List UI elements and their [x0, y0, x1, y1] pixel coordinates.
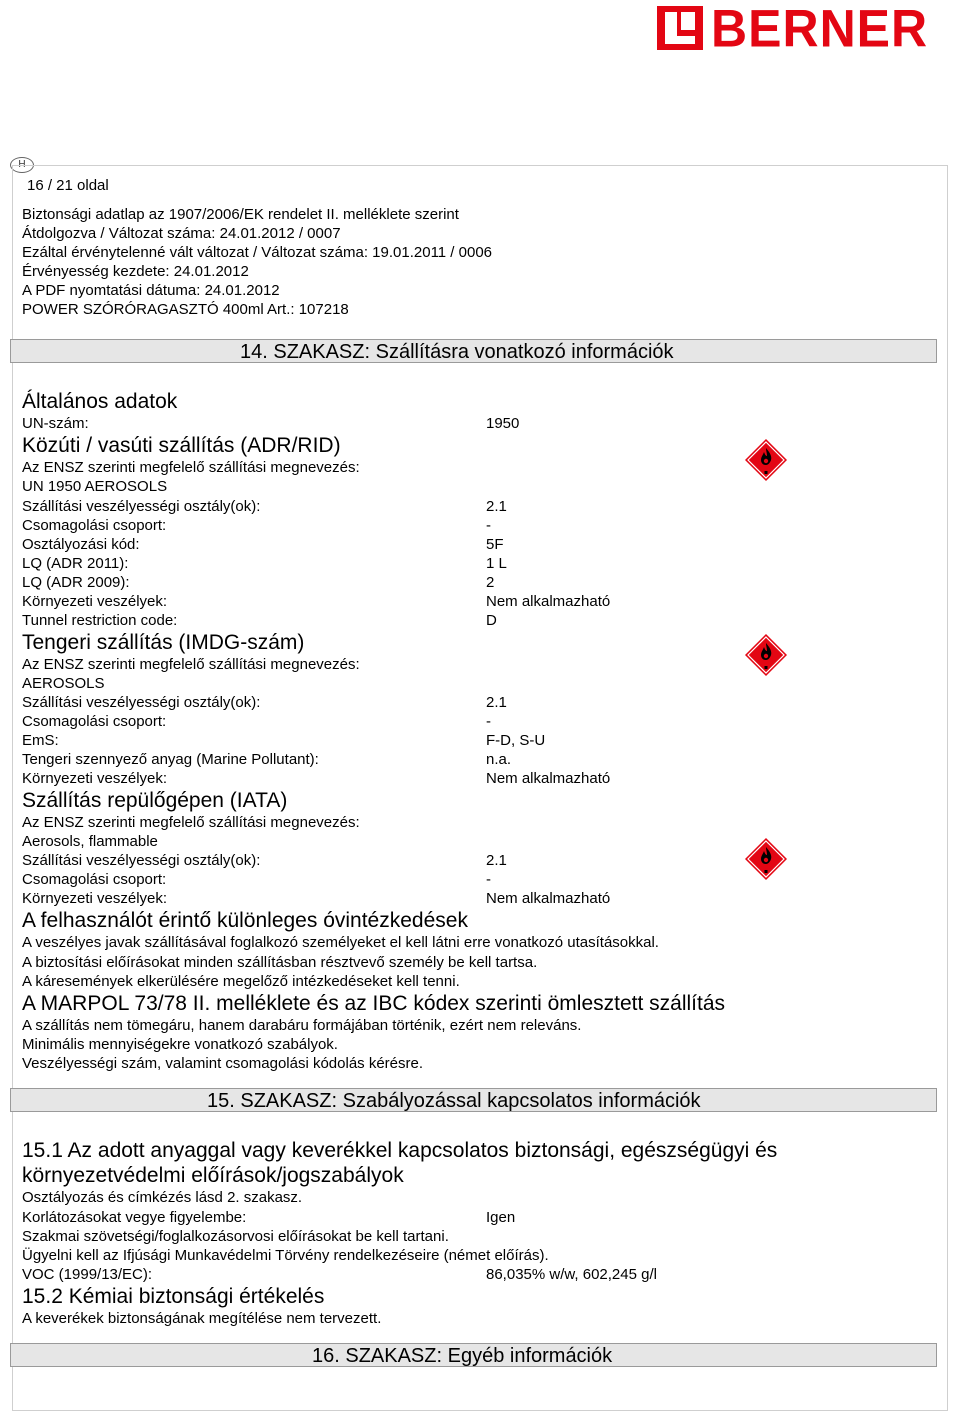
flammable-gas-diamond-icon: [744, 837, 788, 881]
road-lq2011-value: 1 L: [486, 555, 507, 572]
road-class-value: 2.1: [486, 498, 507, 515]
sea-packing-value: -: [486, 713, 491, 730]
page-number: 16 / 21 oldal: [27, 177, 109, 194]
section-15-title: 15. SZAKASZ: Szabályozással kapcsolatos információk: [207, 1090, 701, 1112]
youth-protection-line: Ügyelni kell az Ifjúsági Munkavédelmi Törvény rendelkezéseire (német előírás).: [22, 1247, 549, 1264]
road-env-label: Környezeti veszélyek:: [22, 593, 168, 610]
restrictions-value: Igen: [486, 1209, 516, 1226]
section-15-1-heading-line-2: környezetvédelmi előírások/jogszabályok: [22, 1164, 404, 1187]
sea-ems-label: EmS:: [22, 732, 59, 749]
sea-class-label: Szállítási veszélyességi osztály(ok):: [22, 694, 261, 711]
marpol-line-3: Veszélyességi szám, valamint csomagolási kódolás kérésre.: [22, 1055, 424, 1072]
precautions-heading: A felhasználót érintő különleges óvintézkedések: [22, 909, 468, 932]
sea-heading: Tengeri szállítás (IMDG-szám): [22, 631, 305, 654]
road-heading: Közúti / vasúti szállítás (ADR/RID): [22, 434, 341, 457]
un-value: 1950: [486, 415, 520, 432]
replaces-line: Ezáltal érvénytelenné vált változat / Változat száma: 19.01.2011 / 0006: [22, 244, 493, 261]
air-env-value: Nem alkalmazható: [486, 890, 611, 907]
voc-label: VOC (1999/13/EC):: [22, 1266, 153, 1283]
valid-from-line: Érvényesség kezdete: 24.01.2012: [22, 263, 249, 280]
flammable-gas-diamond-icon: [744, 438, 788, 482]
sea-env-value: Nem alkalmazható: [486, 770, 611, 787]
sea-marine-value: n.a.: [486, 751, 512, 768]
section-15-1-heading-line-1: 15.1 Az adott anyaggal vagy keverékkel kapcsolatos biztonsági, egészségügyi és: [22, 1139, 778, 1162]
road-code-value: 5F: [486, 536, 504, 553]
road-tunnel-value: D: [486, 612, 497, 629]
marpol-line-2: Minimális mennyiségekre vonatkozó szabályok.: [22, 1036, 338, 1053]
un-label: UN-szám:: [22, 415, 89, 432]
flammable-gas-diamond-icon: [744, 633, 788, 677]
road-env-value: Nem alkalmazható: [486, 593, 611, 610]
precautions-line-2: A biztosítási előírásokat minden szállításban résztvevő személy be kell tartsa.: [22, 954, 538, 971]
air-name-label: Az ENSZ szerinti megfelelő szállítási megnevezés:: [22, 814, 360, 831]
sea-class-value: 2.1: [486, 694, 507, 711]
language-badge: H: [10, 157, 34, 173]
road-tunnel-label: Tunnel restriction code:: [22, 612, 178, 629]
air-env-label: Környezeti veszélyek:: [22, 890, 168, 907]
regulation-line: Biztonsági adatlap az 1907/2006/EK rendelet II. melléklete szerint: [22, 206, 459, 223]
classification-line: Osztályozás és címkézés lásd 2. szakasz.: [22, 1189, 303, 1206]
sea-env-label: Környezeti veszélyek:: [22, 770, 168, 787]
road-name-label: Az ENSZ szerinti megfelelő szállítási megnevezés:: [22, 459, 360, 476]
section-15-2-heading: 15.2 Kémiai biztonsági értékelés: [22, 1285, 325, 1308]
air-class-value: 2.1: [486, 852, 507, 869]
sea-packing-label: Csomagolási csoport:: [22, 713, 167, 730]
section-15-bar: [10, 1088, 937, 1112]
product-line: POWER SZÓRÓRAGASZTÓ 400ml Art.: 107218: [22, 301, 349, 318]
voc-value: 86,035% w/w, 602,245 g/l: [486, 1266, 657, 1283]
berner-logo-mark-icon: [657, 6, 703, 50]
road-packing-value: -: [486, 517, 491, 534]
air-packing-value: -: [486, 871, 491, 888]
road-code-label: Osztályozási kód:: [22, 536, 140, 553]
marpol-line-1: A szállítás nem tömegáru, hanem darabáru formájában történik, ezért nem releváns.: [22, 1017, 582, 1034]
berner-logo: [655, 0, 960, 56]
section-16-bar: [10, 1343, 937, 1367]
sea-name-label: Az ENSZ szerinti megfelelő szállítási megnevezés:: [22, 656, 360, 673]
berner-logo-text: BERNER: [711, 0, 929, 58]
assessment-line: A keverékek biztonságának megítélése nem tervezett.: [22, 1310, 382, 1327]
air-class-label: Szállítási veszélyességi osztály(ok):: [22, 852, 261, 869]
marpol-heading: A MARPOL 73/78 II. melléklete és az IBC kódex szerinti ömlesztett szállítás: [22, 992, 726, 1015]
road-lq2009-label: LQ (ADR 2009):: [22, 574, 130, 591]
section-16-title: 16. SZAKASZ: Egyéb információk: [312, 1345, 613, 1367]
precautions-line-1: A veszélyes javak szállításával foglalkozó személyeket el kell látni erre vonatkozó utasításokkal.: [22, 934, 659, 951]
road-class-label: Szállítási veszélyességi osztály(ok):: [22, 498, 261, 515]
revision-line: Átdolgozva / Változat száma: 24.01.2012 / 0007: [22, 225, 341, 242]
road-lq2009-value: 2: [486, 574, 495, 591]
road-packing-label: Csomagolási csoport:: [22, 517, 167, 534]
sea-marine-label: Tengeri szennyező anyag (Marine Pollutant):: [22, 751, 319, 768]
section-14-bar: [10, 339, 937, 363]
general-heading: Általános adatok: [22, 390, 178, 413]
section-14-title: 14. SZAKASZ: Szállításra vonatkozó információk: [240, 341, 674, 363]
sea-ems-value: F-D, S-U: [486, 732, 546, 749]
air-heading: Szállítás repülőgépen (IATA): [22, 789, 288, 812]
precautions-line-3: A káresemények elkerülésére megelőző intézkedéseket kell tenni.: [22, 973, 460, 990]
air-packing-label: Csomagolási csoport:: [22, 871, 167, 888]
road-name-value: UN 1950 AEROSOLS: [22, 478, 168, 495]
sea-name-value: AEROSOLS: [22, 675, 105, 692]
air-name-value: Aerosols, flammable: [22, 833, 158, 850]
professional-line: Szakmai szövetségi/foglalkozásorvosi előírásokat be kell tartani.: [22, 1228, 449, 1245]
road-lq2011-label: LQ (ADR 2011):: [22, 555, 129, 572]
restrictions-label: Korlátozásokat vegye figyelembe:: [22, 1209, 247, 1226]
pdf-date-line: A PDF nyomtatási dátuma: 24.01.2012: [22, 282, 280, 299]
